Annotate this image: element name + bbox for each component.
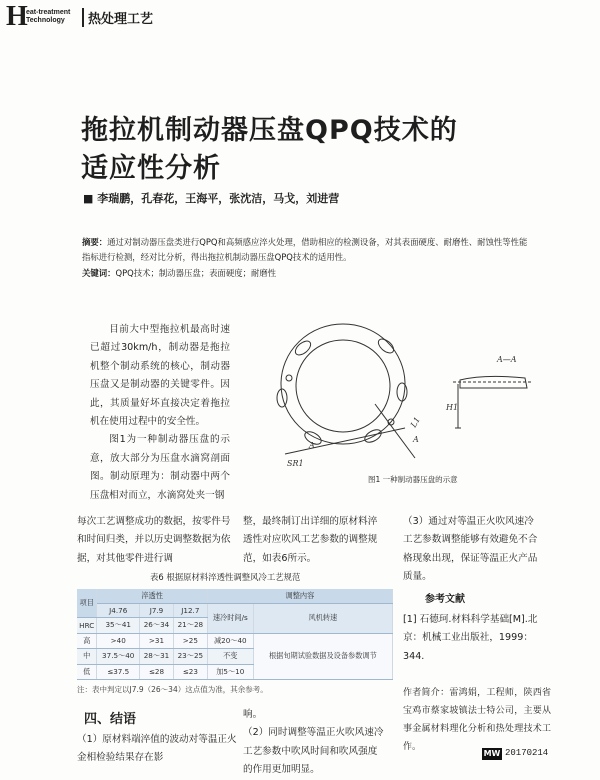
publisher-mark: MW — [483, 749, 501, 758]
conclusion-2: （2）同时调整等温正火吹风速冷工艺参数中吹风时间和吹风强度的作用更加明显。 — [243, 727, 384, 776]
table-cell-fan-note: 根据旬期试验数据及设备参数调节 — [253, 633, 392, 679]
figure-1-caption: 图1 一种制动器压盘的示意 — [368, 475, 458, 484]
table-cell: 26～34 — [140, 618, 174, 633]
logo-en-line2: Technology — [26, 17, 65, 24]
references-list — [403, 611, 548, 666]
intro-paragraph-2: 图1为一种制动器压盘的示意，放大部分为压盘水滴窝剖面图。制动原理为：制动器中两个压盘相对而立，水滴窝处夹一钢 — [90, 434, 230, 501]
keywords — [82, 267, 530, 279]
table-cell: ≤23 — [173, 664, 207, 680]
title-line-1: 拖拉机制动器压盘QPQ技术的 — [81, 115, 458, 146]
article-title — [81, 112, 458, 188]
table-subheader: 速冷时间/s — [207, 604, 253, 633]
conclusion-1: （1）原材料端淬值的波动对等温正火金相检验结果存在影 — [77, 734, 237, 764]
fig1-label-h1: H1 — [446, 403, 459, 412]
table-6 — [77, 589, 393, 680]
table-cell: 加5～10 — [207, 664, 253, 680]
conclusion-3: （3）通过对等温正火吹风速冷工艺参数调整能够有效避免不合格现象出现，保证等温正火产品质量。 — [403, 516, 538, 583]
table-row — [77, 633, 393, 648]
table-cell: >31 — [140, 633, 174, 648]
fig1-label-l1: L1 — [408, 415, 422, 429]
table-header-hardenability: 淬透性 — [97, 589, 207, 604]
section-4-heading: 四、结语 — [84, 712, 137, 727]
table-cell: HRC — [77, 618, 97, 633]
table-cell: 低 — [77, 664, 97, 680]
table-cell: 21～28 — [173, 618, 207, 633]
figure-1-brake-plate-diagram — [265, 318, 540, 473]
fig1-label-a2: A — [309, 441, 315, 450]
fig1-label-a1: A — [413, 435, 419, 444]
table-subheader: J12.7 — [173, 604, 207, 618]
keywords-text: QPQ技术；制动器压盘；表面硬度；耐磨性 — [115, 268, 277, 278]
conclusion-2-lead: 响。 — [243, 709, 263, 720]
intro-text — [90, 321, 230, 505]
body-column-3 — [403, 513, 543, 587]
table-cell: ≤37.5 — [97, 664, 140, 680]
journal-logo-english — [26, 9, 70, 25]
abstract-label: 摘要： — [82, 237, 108, 247]
table-cell: 28～31 — [140, 649, 174, 664]
keywords-label: 关键词： — [82, 268, 116, 278]
table-6-caption: 表6 根据原材料淬透性调整风冷工艺规范 — [150, 572, 301, 582]
table-cell: 中 — [77, 649, 97, 664]
fig1-label-section: A—A — [497, 355, 517, 364]
author-bio: 作者简介：雷鸿娟，工程师，陕西省宝鸡市蔡家坡镇法士特公司，主要从事金属材料理化分析和热处理技术工作。 — [403, 688, 551, 752]
body-column-1: 每次工艺调整成功的数据，按零件号和时间归类，并以历史调整数据为依据，对其他零件进行调 — [77, 516, 231, 564]
table-subheader: 风机转速 — [253, 604, 392, 633]
table-header-adjust: 调整内容 — [207, 589, 392, 604]
references-heading: 参考文献 — [425, 594, 465, 605]
table-cell: ≤28 — [140, 664, 174, 680]
table-6-note: 注：表中判定以J7.9（26～34）这点值为准，其余参考。 — [77, 685, 268, 694]
body-column-2: 整，最终制订出详细的原材料淬透性对应吹风工艺参数的调整规范，如表6所示。 — [243, 516, 378, 564]
table-header-item: 项目 — [77, 589, 97, 618]
table-subheader: J4.76 — [97, 604, 140, 618]
table-cell: >40 — [97, 633, 140, 648]
table-cell: 高 — [77, 633, 97, 648]
table-cell: >25 — [173, 633, 207, 648]
table-cell: 减20～40 — [207, 633, 253, 648]
title-line-2: 适应性分析 — [81, 153, 221, 184]
table-cell: 23～25 — [173, 649, 207, 664]
journal-logo-letter: H — [6, 1, 28, 32]
reference-1: [1] 石德珂.材料科学基础[M].北京：机械工业出版社，1999：344. — [403, 614, 538, 662]
authors: ■ 李瑞鹏，孔春花，王海平，张沈洁，马戈，刘进营 — [83, 192, 340, 205]
column-title: 热处理工艺 — [88, 12, 154, 27]
abstract — [82, 235, 530, 265]
header-divider — [82, 8, 84, 27]
logo-en-line1: eat-treatment — [26, 9, 71, 16]
intro-paragraph-1: 目前大中型拖拉机最高时速已超过30km/h，制动器是拖拉机整个制动系统的核心，制动器压盘又是制动器的关键零件。因此，其质量好坏直接决定着拖拉机在使用过程中的安全性。 — [90, 324, 230, 428]
page-code: 20170214 — [505, 748, 549, 758]
fig1-label-sr1: SR1 — [287, 459, 304, 468]
table-cell: 不变 — [207, 649, 253, 664]
table-subheader: J7.9 — [140, 604, 174, 618]
table-cell: 37.5～40 — [97, 649, 140, 664]
abstract-text: 通过对制动器压盘类进行QPQ和高频感应淬火处理，借助相应的检测设备，对其表面硬度、耐磨性、耐蚀性等性能指标进行检测，经对比分析，得出拖拉机制动器压盘QPQ技术的适用性。 — [82, 237, 528, 262]
table-cell: 35～41 — [97, 618, 140, 633]
